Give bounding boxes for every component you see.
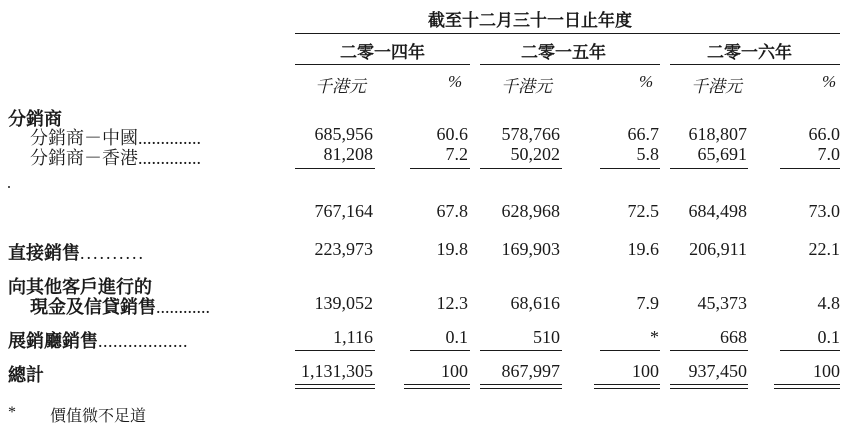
cell-2014-amount: 139,052	[314, 293, 373, 313]
double-rule-2016-amount	[670, 384, 748, 389]
unit-pct-2015: %	[639, 72, 654, 91]
double-rule-2015-amount	[480, 384, 562, 389]
cell-2015-pct: 5.8	[636, 144, 659, 164]
cell-2015-amount: 867,997	[501, 361, 560, 381]
total-rule-2015-pct	[600, 350, 660, 351]
cell-2015-amount: 510	[533, 327, 560, 347]
row-label-text: 現金及信貸銷售	[30, 297, 156, 318]
year-2015-rule	[480, 64, 660, 65]
total-rule-2014-pct	[410, 350, 470, 351]
year-2016-rule	[670, 64, 840, 65]
unit-pct-2016: %	[822, 72, 837, 91]
cell-2014-pct: 0.1	[445, 327, 468, 347]
subtotal-rule-2014-pct	[410, 168, 470, 169]
row-label-distributor-hk	[30, 144, 201, 170]
cell-2016-pct: 73.0	[808, 201, 840, 221]
footnote-text: 價值微不足道	[50, 408, 147, 425]
double-rule-2014-amount	[295, 384, 375, 389]
subtotal-rule-2016-pct	[780, 168, 840, 169]
row-label-total: 總計	[8, 365, 44, 386]
total-rule-2016-pct	[780, 350, 840, 351]
cell-2015-pct: 100	[632, 361, 659, 381]
cell-2016-amount: 65,691	[697, 144, 747, 164]
total-rule-2015-amount	[480, 350, 562, 351]
cell-2014-pct: 60.6	[436, 124, 468, 144]
leader-dots: ..............	[138, 148, 201, 168]
footnote-mark: *	[8, 404, 16, 421]
subtotal-rule-2015-amount	[480, 168, 562, 169]
subtotal-rule-2015-pct	[600, 168, 660, 169]
cell-2014-amount: 767,164	[314, 201, 373, 221]
subtotal-rule-2014-amount	[295, 168, 375, 169]
cell-2014-amount: 1,116	[333, 327, 373, 347]
cell-2015-pct: *	[650, 327, 659, 347]
cell-2014-amount: 685,956	[314, 124, 373, 144]
unit-amount-2015: 千港元	[501, 77, 552, 96]
cell-2016-amount: 937,450	[688, 361, 747, 381]
leader-dots: ..................	[98, 331, 188, 351]
period-header-rule	[295, 33, 840, 34]
double-rule-2015-pct	[594, 384, 660, 389]
cell-2014-pct: 12.3	[436, 293, 468, 313]
cell-2016-pct: 100	[813, 361, 840, 381]
cell-2014-pct: 7.2	[445, 144, 468, 164]
cell-2016-pct: 4.8	[817, 293, 840, 313]
double-rule-2014-pct	[404, 384, 470, 389]
unit-amount-2014: 千港元	[315, 77, 366, 96]
cell-2014-amount: 1,131,305	[301, 361, 373, 381]
cell-2014-pct: 100	[441, 361, 468, 381]
cell-2014-pct: 67.8	[436, 201, 468, 221]
cell-2015-amount: 50,202	[510, 144, 560, 164]
section-distributors: 分銷商	[8, 109, 62, 130]
cell-2015-pct: 72.5	[627, 201, 659, 221]
cell-2015-amount: 169,903	[501, 239, 560, 259]
cell-2015-amount: 578,766	[501, 124, 560, 144]
year-header-2016: 二零一六年	[707, 43, 792, 63]
double-rule-2016-pct	[774, 384, 840, 389]
row-label-text: 分銷商－香港	[30, 148, 138, 168]
row-label-text: 直接銷售	[8, 243, 80, 264]
cell-2015-amount: 628,968	[501, 201, 560, 221]
cell-2016-pct: 7.0	[817, 144, 840, 164]
unit-amount-2016: 千港元	[691, 77, 742, 96]
subtotal-rule-2016-amount	[670, 168, 748, 169]
cell-2015-pct: 19.6	[627, 239, 659, 259]
cell-2016-pct: 66.0	[808, 124, 840, 144]
year-header-2014: 二零一四年	[340, 43, 425, 63]
leader-dots: ..............	[138, 128, 201, 148]
total-rule-2016-amount	[670, 350, 748, 351]
row-label-text: 分銷商－中國	[30, 128, 138, 148]
period-header: 截至十二月三十一日止年度	[428, 11, 632, 31]
row-label-other-customers-line1: 向其他客戶進行的	[8, 277, 152, 298]
year-2014-rule	[295, 64, 470, 65]
total-rule-2014-amount	[295, 350, 375, 351]
leader-dots: ..........	[80, 243, 145, 263]
cell-2015-amount: 68,616	[510, 293, 560, 313]
row-label-showroom-sales	[8, 327, 188, 353]
cell-2016-amount: 206,911	[689, 239, 747, 259]
row-label-cash-credit-sales	[30, 293, 210, 319]
scan-mark	[8, 186, 10, 188]
cell-2016-pct: 0.1	[817, 327, 840, 347]
year-header-2015: 二零一五年	[521, 43, 606, 63]
cell-2015-pct: 66.7	[627, 124, 659, 144]
cell-2014-amount: 223,973	[314, 239, 373, 259]
unit-pct-2014: %	[448, 72, 463, 91]
cell-2014-amount: 81,208	[323, 144, 373, 164]
leader-dots: ............	[156, 297, 210, 317]
cell-2016-amount: 668	[720, 327, 747, 347]
cell-2016-amount: 618,807	[688, 124, 747, 144]
cell-2015-pct: 7.9	[636, 293, 659, 313]
cell-2014-pct: 19.8	[436, 239, 468, 259]
cell-2016-pct: 22.1	[808, 239, 840, 259]
row-label-direct-sales	[8, 239, 145, 265]
cell-2016-amount: 684,498	[688, 201, 747, 221]
cell-2016-amount: 45,373	[697, 293, 747, 313]
row-label-text: 展銷廳銷售	[8, 331, 98, 352]
